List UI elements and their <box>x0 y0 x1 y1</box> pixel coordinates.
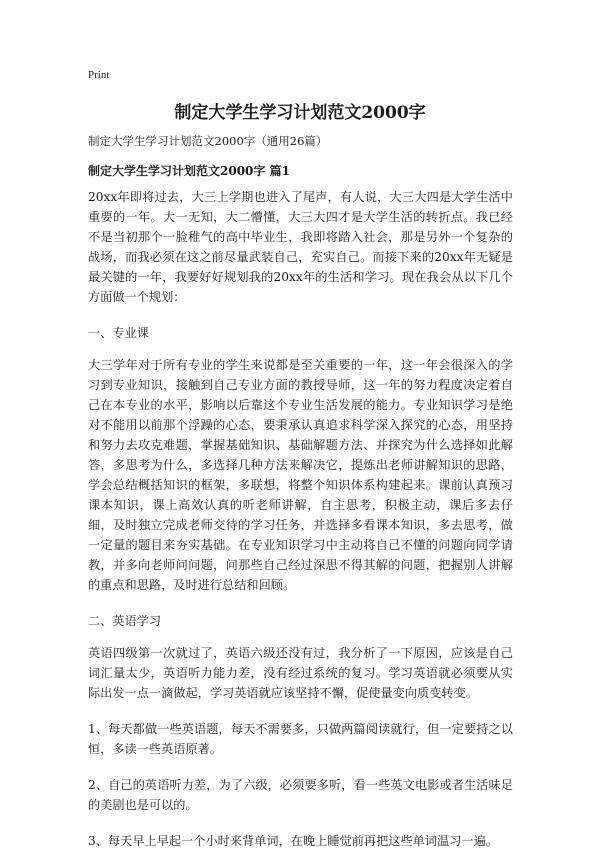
document-subtitle: 制定大学生学习计划范文2000字（通用26篇） <box>88 134 328 148</box>
paragraph-english: 英语四级第一次就过了，英语六级还没有过，我分析了一下原因，应该是自己词汇量太少，英语听力能力差，没有经过系统的复习。学习英语就必须要从实际出发一点一滴做起，学习英语就应该坚持不懈，促使量变向质变转变。 <box>88 646 513 700</box>
list-item: 3、每天早上早起一个小时来背单词，在晚上睡觉前再把这些单词温习一遍。 <box>88 834 498 848</box>
paragraph-intro: 20xx年即将过去，大三上学期也进入了尾声，有人说，大三大四是大学生活中重要的一年。大一无知，大二懵懂，大三大四才是大学生活的转折点。我已经不是当初那个一脸稚气的高中毕业生，我即将踏入社会，那是另外一个复杂的战场，而我必须在这之前尽量武装自己，充实自己。而接下来的20xx年无疑是最关键的一年，我要好好规划我的20xx年的生活和学习。现在我会从以下几个方面做一个规划： <box>88 190 513 304</box>
print-link[interactable]: Print <box>88 69 110 81</box>
list-item: 1、每天都做一些英语题，每天不需要多，只做两篇阅读就行，但一定要持之以恒，多读一些英语原著。 <box>88 722 513 756</box>
list-item: 2、自己的英语听力差，为了六级，必须要多听，看一些英文电影或者生活味足的美剧也是可以的。 <box>88 778 513 812</box>
document-body <box>88 187 513 867</box>
subheading-major-courses: 一、专业课 <box>88 326 149 340</box>
page-title: 制定大学生学习计划范文2000字 <box>174 103 426 123</box>
section-heading: 制定大学生学习计划范文2000字 篇1 <box>88 164 290 178</box>
subheading-english: 二、英语学习 <box>88 614 162 628</box>
paragraph-major-courses: 大三学年对于所有专业的学生来说都是至关重要的一年，这一年会很深入的学习到专业知识，接触到自己专业方面的教授导师，这一年的努力程度决定着自己在本专业的水平，影响以后靠这个专业生活发展的能力。专业知识学习是绝对不能用以前那个浮躁的心态，要秉承认真追求科学深入探究的心态，用坚持和努力去攻克难题，掌握基础知识、基础解题方法、并探究为什么选择如此解答，多思考为什么，多选择几种方法来解决它，提炼出老师讲解知识的思路，学会总结概括知识的框架，多联想，将整个知识体系构建起来。课前认真预习课本知识，课上高效认真的听老师讲解，自主思考，积极主动，课后多去仔细，及时独立完成老师交待的学习任务，并选择多看课本知识，多去思考，做一定量的题目来夯实基础。在专业知识学习中主动将自己不懂的问题向同学请教，并多向老师问问题，问那些自己经过深思不得其解的问题，把握别人讲解的重点和思路，及时进行总结和回顾。 <box>88 358 513 592</box>
